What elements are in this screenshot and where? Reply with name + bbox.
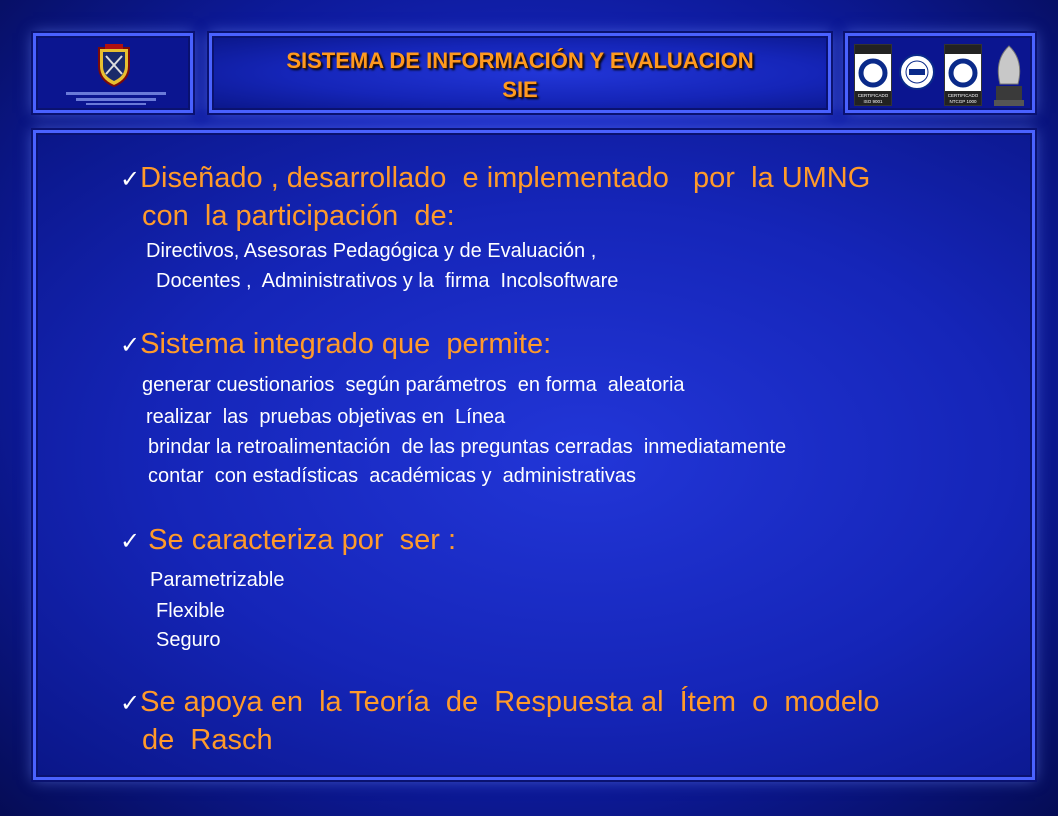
bullet-integrated-system xyxy=(120,325,551,365)
award-trophy-icon xyxy=(990,44,1028,106)
bullet-3-line-1: Se caracteriza por ser : xyxy=(148,524,457,556)
bullet-4-line-2: de Rasch xyxy=(142,724,273,756)
cert-label-4: NTCGP 1000 xyxy=(949,99,977,104)
logo-caption-graphic xyxy=(56,91,176,107)
bullet-3-sub-3: Seguro xyxy=(156,629,221,651)
bullet-characterized xyxy=(120,521,456,561)
cert-label-1: CERTIFICADO xyxy=(857,93,889,98)
bullet-1-sub-2: Docentes , Administrativos y la firma Incolsoftware xyxy=(156,270,619,292)
bullet-1-sub-1: Directivos, Asesoras Pedagógica y de Evaluación , xyxy=(146,240,597,262)
bullet-2-sub-3: brindar la retroalimentación de las preguntas cerradas inmediatamente xyxy=(148,436,787,458)
bullet-rasch-model xyxy=(120,683,880,723)
checkmark-icon: ✓ xyxy=(120,166,141,193)
bullet-designed xyxy=(120,159,870,199)
bullet-2-sub-1: generar cuestionarios según parámetros en forma aleatoria xyxy=(142,374,685,396)
cert-label-2: ISO 9001 xyxy=(863,99,883,104)
title-line-1: SISTEMA DE INFORMACIÓN Y EVALUACION xyxy=(286,48,754,73)
university-crest-icon xyxy=(91,42,137,88)
cert-label-3: CERTIFICADO xyxy=(947,93,979,98)
bullet-2-line-1: Sistema integrado que permite: xyxy=(140,328,552,360)
bullet-1-line-1: Diseñado , desarrollado e implementado por la UMNG xyxy=(140,162,871,194)
bullet-2-sub-4: contar con estadísticas académicas y administrativas xyxy=(148,465,636,487)
bullet-3-sub-2: Flexible xyxy=(156,600,225,622)
icontec-iso-9001-icon xyxy=(854,44,892,106)
bullet-2-sub-2: realizar las pruebas objetivas en Línea xyxy=(146,406,506,428)
title-line-2: SIE xyxy=(502,77,538,102)
content-panel xyxy=(33,130,1035,780)
checkmark-icon: ✓ xyxy=(120,690,141,717)
checkmark-icon: ✓ xyxy=(120,528,141,555)
bullet-3-sub-1: Parametrizable xyxy=(150,569,285,591)
certifications-panel xyxy=(845,33,1035,113)
checkmark-icon: ✓ xyxy=(120,332,141,359)
bullet-1-line-2: con la participación de: xyxy=(142,200,455,232)
logo-panel xyxy=(33,33,193,113)
icontec-ntcgp-1000-icon xyxy=(944,44,982,106)
page-title xyxy=(212,46,828,104)
title-panel xyxy=(209,33,831,113)
iqnet-icon xyxy=(898,44,936,106)
bullet-4-line-1: Se apoya en la Teoría de Respuesta al Ítem o modelo xyxy=(140,686,880,718)
